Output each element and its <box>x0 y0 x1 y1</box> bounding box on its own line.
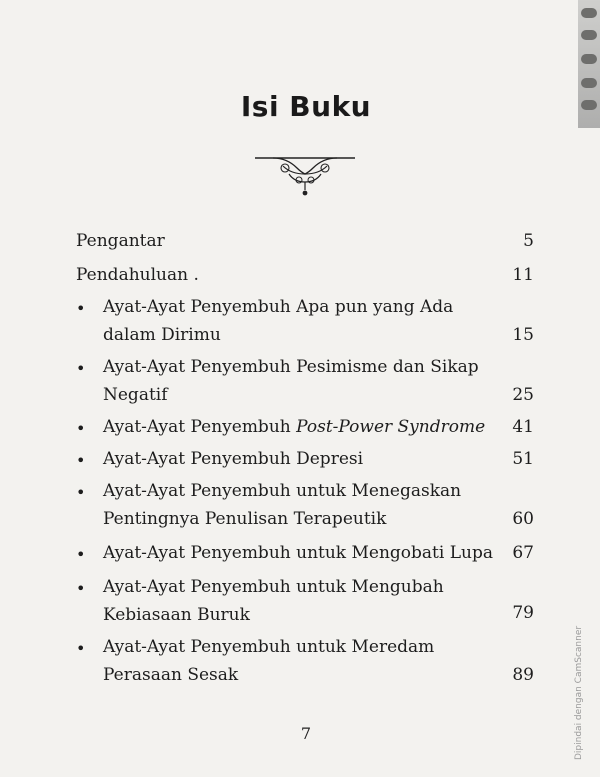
page-number: 7 <box>300 724 312 743</box>
bullet-icon: • <box>76 299 86 318</box>
toc-item-title-line: Ayat-Ayat Penyembuh Apa pun yang Ada <box>103 297 454 317</box>
toc-item-page: 60 <box>512 509 534 529</box>
toc-item-title: Pendahuluan . <box>76 265 199 285</box>
toc-item-title-italic: Post-Power Syndrome <box>296 417 486 437</box>
toc-item-title-line: Ayat-Ayat Penyembuh Pesimisme dan Sikap <box>103 357 479 377</box>
toc-item-title: Pengantar <box>76 231 165 251</box>
toc-item-title-line: Kebiasaan Buruk <box>103 605 250 625</box>
toc-item-title-line: Negatif <box>103 385 168 405</box>
bullet-icon: • <box>76 545 86 564</box>
toc-item-page: 11 <box>512 265 534 285</box>
toc-item-title: Ayat-Ayat Penyembuh <box>103 417 297 437</box>
toc-item-title-line: Ayat-Ayat Penyembuh untuk Menegaskan <box>103 481 462 501</box>
toc-item-page: 41 <box>512 417 534 437</box>
toc-item-page: 15 <box>512 325 534 345</box>
toc-item-page: 51 <box>512 449 534 469</box>
scanner-watermark: Dipindai dengan CamScanner <box>574 625 584 760</box>
page-title: Isi Buku <box>240 90 372 123</box>
toc-item-title-line: Perasaan Sesak <box>103 665 239 685</box>
toc-item-page: 67 <box>512 543 534 563</box>
toc-item-title-line: Ayat-Ayat Penyembuh untuk Mengubah <box>103 577 444 597</box>
bullet-icon: • <box>76 483 86 502</box>
bullet-icon: • <box>76 359 86 378</box>
toc-item-page: 25 <box>512 385 534 405</box>
bullet-icon: • <box>76 579 86 598</box>
toc-item-title-line: dalam Dirimu <box>103 325 221 345</box>
bullet-icon: • <box>76 639 86 658</box>
toc-item-title-line: Ayat-Ayat Penyembuh untuk Meredam <box>103 637 435 657</box>
toc-item-page: 5 <box>523 231 534 251</box>
bullet-icon: • <box>76 419 86 438</box>
toc-item-page: 89 <box>512 665 534 685</box>
toc-item-page: 79 <box>512 603 534 623</box>
ornament-divider-icon <box>253 152 357 198</box>
toc-item-title-line: Pentingnya Penulisan Terapeutik <box>103 509 387 529</box>
bullet-icon: • <box>76 451 86 470</box>
toc-item-title-line: Ayat-Ayat Penyembuh Depresi <box>103 449 364 469</box>
toc-item-title-line: Ayat-Ayat Penyembuh untuk Mengobati Lupa <box>103 543 493 563</box>
